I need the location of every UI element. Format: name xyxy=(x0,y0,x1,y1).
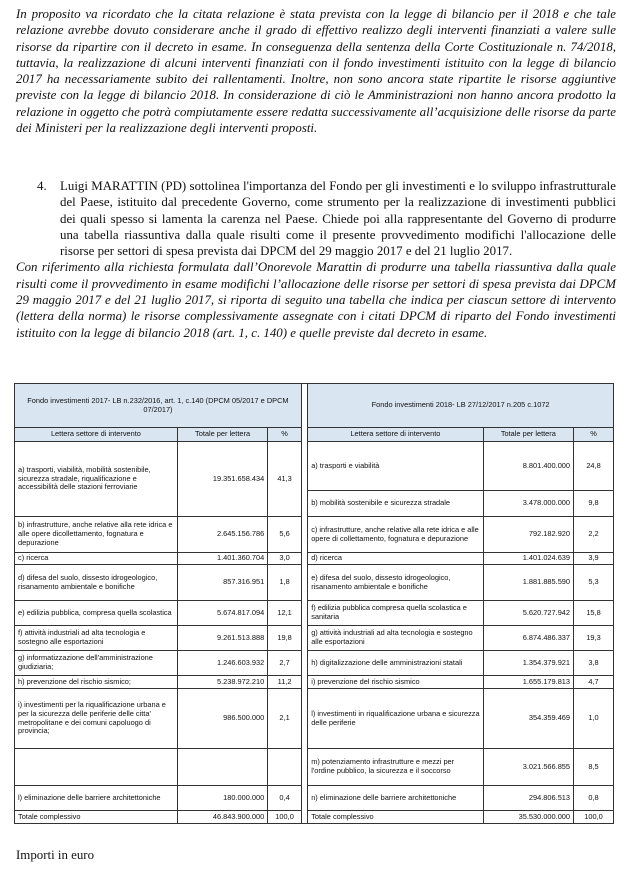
table-row xyxy=(15,689,614,749)
right-sector-pct: 2,2 xyxy=(574,517,614,553)
left-sector-pct: 11,2 xyxy=(268,676,302,689)
right-grand-total-pct: 100,0 xyxy=(574,811,614,824)
right-sector-pct: 19,3 xyxy=(574,626,614,651)
right-sector-total: 3.021.566.855 xyxy=(483,749,573,786)
left-sector-pct: 41,3 xyxy=(268,442,302,517)
right-sector-label: m) potenziamento infrastrutture e mezzi per l'ordine pubblico, la sicurezza e il soccorso xyxy=(308,749,483,786)
right-sector-label: d) ricerca xyxy=(308,553,483,565)
right-sector-total: 294.806.513 xyxy=(483,786,573,811)
right-sector-label: l) investimenti in riqualificazione urbana e sicurezza delle periferie xyxy=(308,689,483,749)
right-sector-total: 1.354.379.921 xyxy=(483,651,573,676)
intro-paragraph: In proposito va ricordato che la citata relazione è stata prevista con la legge di bilancio per il 2018 e che tale relazione avrebbe dovuto considerare anche il grado di effettivo realizzo degli interventi finanziati a valere sulle risorse da ripartire con il decreto in esame. In conseguenza della sentenza della Corte Costituzionale n. 74/2018, tuttavia, la realizzazione di alcuni interventi finanziati con il fondo investimenti istituito con la legge di bilancio 2017 ha necessariamente subito dei rallentamenti. Inoltre, non sono ancora state ripartite le risorse aggiuntive previste con la legge di bilancio 2018. In considerazione di ciò le Amministrazioni non hanno ancora prodotto la relazione in oggetto che potrà compiutamente essere redatta successivamente all’acquisizione delle risorse da parte dei Ministeri per la realizzazione degli interventi proposti. xyxy=(16,7,616,136)
left-sector-pct: 19,8 xyxy=(268,626,302,651)
left-sector-pct: 5,6 xyxy=(268,517,302,553)
left-sector-pct: 0,4 xyxy=(268,786,302,811)
right-sector-total: 1.401.024.639 xyxy=(483,553,573,565)
left-sector-label: i) investimenti per la riqualificazione urbana e per la sicurezza delle periferie delle citta' metropolitane e dei comuni capoluogo di provincia; xyxy=(15,689,178,749)
right-sector-pct: 0,8 xyxy=(574,786,614,811)
right-sector-label: b) mobilità sostenibile e sicurezza stradale xyxy=(308,491,483,517)
left-sector-label: l) eliminazione delle barriere architettoniche xyxy=(15,786,178,811)
table-row xyxy=(15,565,614,601)
left-sector-total: 1.401.360.704 xyxy=(177,553,267,565)
right-sector-label: a) trasporti e viabilità xyxy=(308,442,483,491)
left-sector-pct: 1,8 xyxy=(268,565,302,601)
right-sector-pct: 3,9 xyxy=(574,553,614,565)
right-sector-total: 1.881.885.590 xyxy=(483,565,573,601)
left-grand-total-pct: 100,0 xyxy=(268,811,302,824)
left-sector-total: 180.000.000 xyxy=(177,786,267,811)
left-total-label: Totale complessivo xyxy=(15,811,178,824)
right-sector-pct: 3,8 xyxy=(574,651,614,676)
right-sector-total: 6.874.486.337 xyxy=(483,626,573,651)
left-sector-total: 5.238.972.210 xyxy=(177,676,267,689)
right-sector-total: 3.478.000.000 xyxy=(483,491,573,517)
left-sector-total xyxy=(177,749,267,786)
left-sector-label: e) edilizia pubblica, compresa quella scolastica xyxy=(15,601,178,626)
col-header-pct: % xyxy=(574,428,614,442)
left-sector-pct: 2,1 xyxy=(268,689,302,749)
right-sector-pct: 15,8 xyxy=(574,601,614,626)
left-sector-total: 5.674.817.094 xyxy=(177,601,267,626)
right-fund-title: Fondo investimenti 2018- LB 27/12/2017 n.205 c.1072 xyxy=(308,384,614,428)
right-sector-label: i) prevenzione del rischio sismico xyxy=(308,676,483,689)
right-sector-pct: 24,8 xyxy=(574,442,614,491)
right-sector-label: h) digitalizzazione delle amministrazioni statali xyxy=(308,651,483,676)
left-sector-total: 2.645.156.786 xyxy=(177,517,267,553)
col-header-totale: Totale per lettera xyxy=(483,428,573,442)
right-sector-total: 1.655.179.813 xyxy=(483,676,573,689)
col-header-lettera: Lettera settore di intervento xyxy=(15,428,178,442)
left-sector-total: 9.261.513.888 xyxy=(177,626,267,651)
right-sector-total: 354.359.469 xyxy=(483,689,573,749)
right-total-label: Totale complessivo xyxy=(308,811,483,824)
left-fund-title: Fondo investimenti 2017- LB n.232/2016, art. 1, c.140 (DPCM 05/2017 e DPCM 07/2017) xyxy=(15,384,302,428)
right-sector-label: e) difesa del suolo, dissesto idrogeologico, risanamento ambientale e bonifiche xyxy=(308,565,483,601)
table-row xyxy=(15,676,614,689)
table-row xyxy=(15,601,614,626)
col-header-totale: Totale per lettera xyxy=(177,428,267,442)
left-sector-label: b) infrastrutture, anche relative alla rete idrica e alle opere dicollettamento, fognatura e depurazione xyxy=(15,517,178,553)
left-sector-pct: 3,0 xyxy=(268,553,302,565)
left-sector-pct: 12,1 xyxy=(268,601,302,626)
right-sector-pct: 8,5 xyxy=(574,749,614,786)
table-row xyxy=(15,651,614,676)
list-item-4 xyxy=(16,178,616,341)
list-item-number: 4. xyxy=(37,179,47,193)
right-sector-pct: 1,0 xyxy=(574,689,614,749)
left-sector-pct xyxy=(268,749,302,786)
left-sector-total: 19.351.658.434 xyxy=(177,442,267,517)
right-sector-total: 792.182.920 xyxy=(483,517,573,553)
right-sector-pct: 9,8 xyxy=(574,491,614,517)
right-sector-pct: 5,3 xyxy=(574,565,614,601)
right-sector-label: c) infrastrutture, anche relative alla rete idrica e alle opere di collettamento, fognatura e depurazione xyxy=(308,517,483,553)
left-sector-total: 857.316.951 xyxy=(177,565,267,601)
left-sector-label: g) informatizzazione dell'amministrazione giudiziaria; xyxy=(15,651,178,676)
right-sector-label: f) edilizia pubblica compresa quella scolastica e sanitaria xyxy=(308,601,483,626)
col-header-pct: % xyxy=(268,428,302,442)
table-row xyxy=(15,626,614,651)
amounts-note: Importi in euro xyxy=(16,848,95,862)
left-sector-total: 1.246.603.932 xyxy=(177,651,267,676)
left-sector-pct: 2,7 xyxy=(268,651,302,676)
fund-allocation-table xyxy=(14,383,614,824)
left-sector-label xyxy=(15,749,178,786)
right-sector-label: g) attività industriali ad alta tecnologia e sostegno alle esportazioni xyxy=(308,626,483,651)
table-row xyxy=(15,442,614,491)
table-row xyxy=(15,517,614,553)
col-header-lettera: Lettera settore di intervento xyxy=(308,428,483,442)
left-sector-label: a) trasporti, viabilità, mobilità sostenibile, sicurezza stradale, riqualificazione e accessibilità delle stazioni ferroviarie xyxy=(15,442,178,517)
total-row xyxy=(15,811,614,824)
table-row xyxy=(15,786,614,811)
right-sector-pct: 4,7 xyxy=(574,676,614,689)
left-sector-label: h) prevenzione del rischio sismico; xyxy=(15,676,178,689)
left-grand-total: 46.843.900.000 xyxy=(177,811,267,824)
government-response: Con riferimento alla richiesta formulata dall’Onorevole Marattin di produrre una tabella riassuntiva dalla quale risulti come il provvedimento in esame modifichi l’allocazione delle risorse per settori di spesa prevista dai DPCM 29 maggio 2017 e del 21 luglio 2017, si riporta di seguito una tabella che indica per ciascun settore di intervento (lettera della norma) le risorse complessivamente assegnate con i citati DPCM di riparto del Fondo investimenti istituito con la legge di bilancio 2018 (art. 1, c. 140) e quelle previste dal decreto in esame. xyxy=(16,260,616,340)
marattin-question: Luigi MARATTIN (PD) sottolinea l'importanza del Fondo per gli investimenti e lo sviluppo infrastrutturale del Paese, istituito dal precedente Governo, come strumento per la realizzazione di investimenti pubblici dei quali spesso si lamenta la carenza nel Paese. Chiede poi alla rappresentante del Governo di produrre una tabella riassuntiva dalla quale risulti come il presente provvedimento modifichi l'allocazione delle risorse per settori di spesa prevista dai DPCM del 29 maggio 2017 e del 21 luglio 2017. xyxy=(60,179,616,259)
right-sector-total: 5.620.727.942 xyxy=(483,601,573,626)
left-sector-label: d) difesa del suolo, dissesto idrogeologico, risanamento ambientale e bonifiche xyxy=(15,565,178,601)
table-row xyxy=(15,749,614,786)
right-sector-label: n) eliminazione delle barriere architettoniche xyxy=(308,786,483,811)
left-sector-total: 986.500.000 xyxy=(177,689,267,749)
right-sector-total: 8.801.400.000 xyxy=(483,442,573,491)
left-sector-label: f) attività industriali ad alta tecnologia e sostegno alle esportazioni xyxy=(15,626,178,651)
table-row xyxy=(15,553,614,565)
left-sector-label: c) ricerca xyxy=(15,553,178,565)
right-grand-total: 35.530.000.000 xyxy=(483,811,573,824)
